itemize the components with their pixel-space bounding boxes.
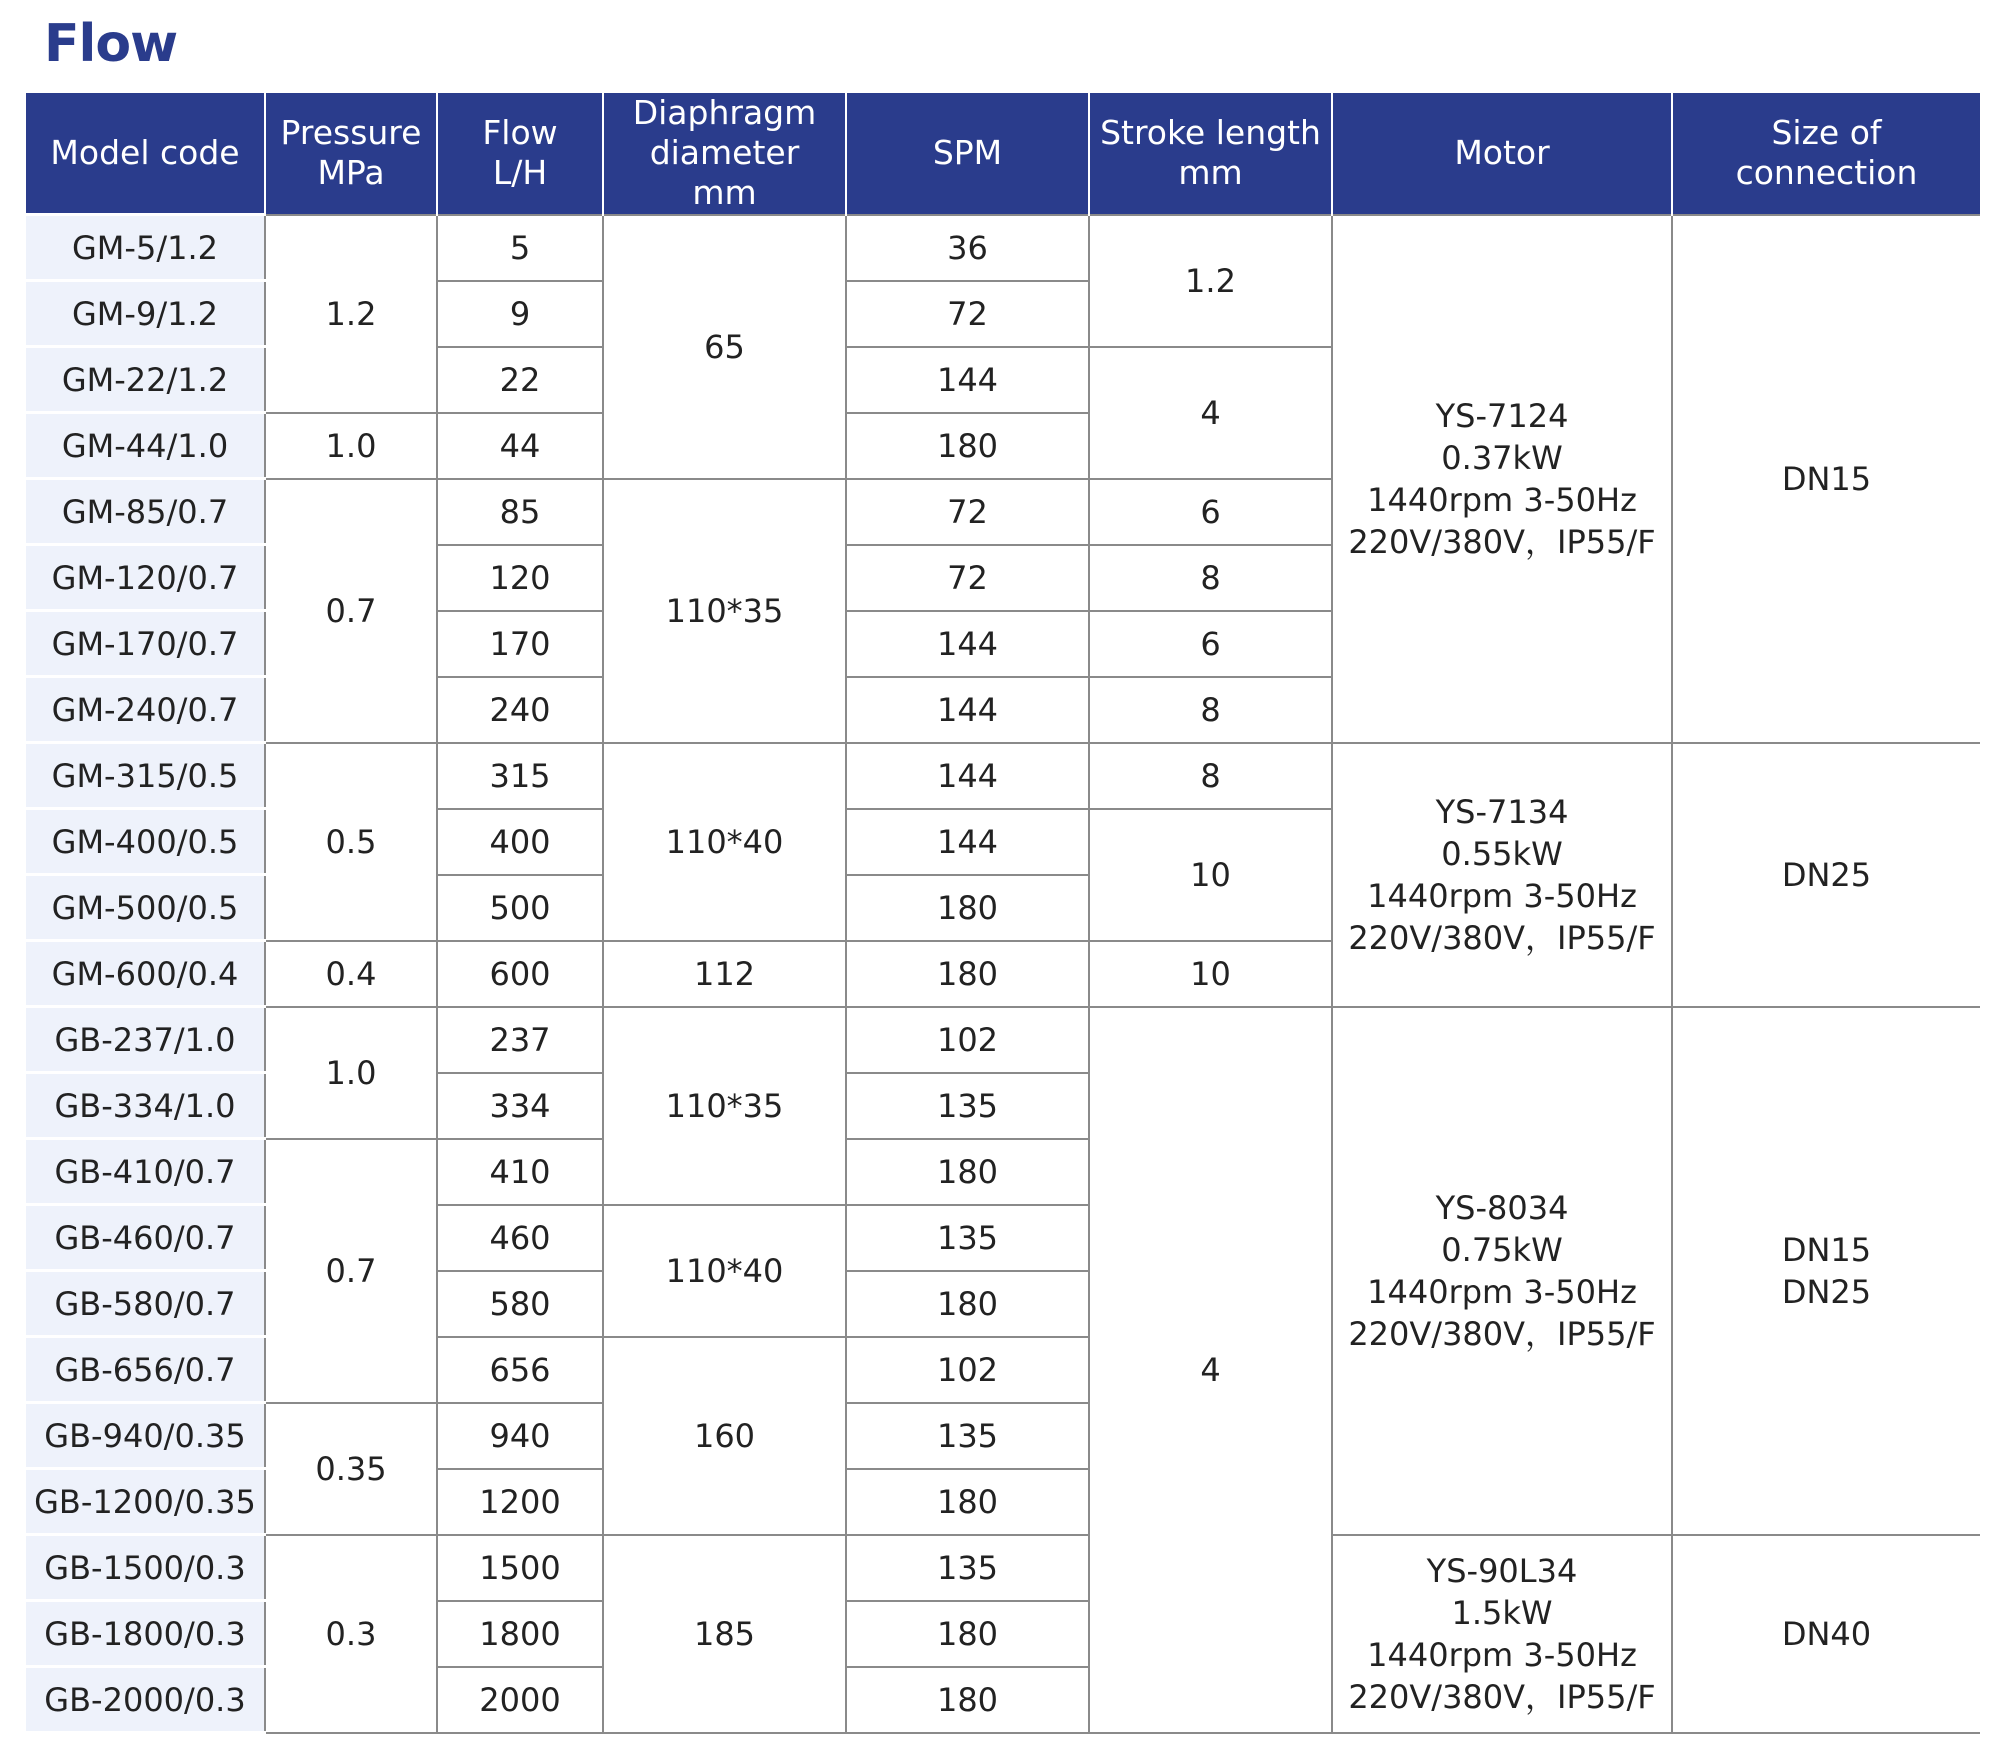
cell-spm: 72: [846, 281, 1089, 347]
cell-line: 110*35: [665, 591, 784, 630]
cell-spm: 180: [846, 1469, 1089, 1535]
cell-spm: 180: [846, 1601, 1089, 1667]
cell-spm: 102: [846, 1007, 1089, 1073]
cell-model: GB-237/1.0: [26, 1007, 265, 1073]
cell-flow: 334: [437, 1073, 603, 1139]
column-header-connection: [1672, 93, 1980, 215]
cell-spm: 102: [846, 1337, 1089, 1403]
cell-motor: [1332, 1007, 1672, 1535]
cell-motor: [1332, 743, 1672, 1007]
cell-model: GM-9/1.2: [26, 281, 265, 347]
cell-line: Size of connection: [1735, 113, 1918, 193]
cell-line: 1440rpm 3-50Hz: [1367, 1635, 1637, 1674]
cell-model: GB-1800/0.3: [26, 1601, 265, 1667]
cell-stroke: [1089, 545, 1332, 611]
cell-line: 6: [1200, 492, 1221, 531]
cell-line: 8: [1200, 558, 1221, 597]
cell-diaphragm: [603, 479, 846, 743]
cell-flow: 940: [437, 1403, 603, 1469]
cell-line: 110*40: [665, 1251, 784, 1290]
cell-stroke: [1089, 347, 1332, 479]
cell-motor: [1332, 215, 1672, 743]
cell-spm: 135: [846, 1403, 1089, 1469]
cell-flow: 315: [437, 743, 603, 809]
cell-line: 0.75kW: [1441, 1230, 1563, 1269]
cell-model: GB-1200/0.35: [26, 1469, 265, 1535]
cell-flow: 2000: [437, 1667, 603, 1733]
cell-line: 8: [1200, 690, 1221, 729]
cell-line: YS-7134: [1435, 792, 1569, 831]
cell-spm: 180: [846, 1667, 1089, 1733]
cell-model: GM-400/0.5: [26, 809, 265, 875]
cell-model: GM-600/0.4: [26, 941, 265, 1007]
cell-line: DN15: [1781, 459, 1872, 498]
cell-flow: 237: [437, 1007, 603, 1073]
cell-connection: [1672, 1535, 1980, 1733]
cell-diaphragm: [603, 215, 846, 479]
cell-diaphragm: [603, 1337, 846, 1535]
cell-spm: 135: [846, 1073, 1089, 1139]
cell-line: SPM: [932, 133, 1003, 173]
cell-line: DN25: [1781, 855, 1872, 894]
cell-line: Pressure: [280, 113, 422, 153]
cell-pressure: [265, 215, 437, 413]
cell-line: mm: [1178, 153, 1243, 193]
cell-model: GB-656/0.7: [26, 1337, 265, 1403]
cell-flow: 5: [437, 215, 603, 281]
cell-model: GM-44/1.0: [26, 413, 265, 479]
cell-model: GB-334/1.0: [26, 1073, 265, 1139]
cell-line: DN25: [1781, 1272, 1872, 1311]
cell-model: GM-5/1.2: [26, 215, 265, 281]
cell-spm: 144: [846, 743, 1089, 809]
cell-flow: 170: [437, 611, 603, 677]
cell-model: GB-410/0.7: [26, 1139, 265, 1205]
cell-pressure: [265, 1139, 437, 1403]
table-row: [26, 743, 1980, 809]
cell-pressure: [265, 1007, 437, 1139]
cell-line: 1440rpm 3-50Hz: [1367, 480, 1637, 519]
cell-line: 110*35: [665, 1086, 784, 1125]
cell-diaphragm: [603, 1205, 846, 1337]
column-header-stroke: [1089, 93, 1332, 215]
cell-spm: 180: [846, 413, 1089, 479]
cell-model: GM-500/0.5: [26, 875, 265, 941]
cell-line: YS-7124: [1435, 396, 1569, 435]
column-header-flow: [437, 93, 603, 215]
cell-stroke: [1089, 611, 1332, 677]
cell-line: 1440rpm 3-50Hz: [1367, 876, 1637, 915]
cell-spm: 144: [846, 347, 1089, 413]
cell-line: MPa: [317, 153, 385, 193]
cell-spm: 144: [846, 677, 1089, 743]
cell-model: GM-240/0.7: [26, 677, 265, 743]
cell-pressure: [265, 479, 437, 743]
cell-spm: 135: [846, 1205, 1089, 1271]
cell-model: GM-85/0.7: [26, 479, 265, 545]
cell-flow: 460: [437, 1205, 603, 1271]
cell-line: 220V/380V，IP55/F: [1348, 1314, 1656, 1353]
cell-flow: 1800: [437, 1601, 603, 1667]
cell-line: 10: [1190, 855, 1231, 894]
cell-pressure: [265, 1403, 437, 1535]
cell-flow: 120: [437, 545, 603, 611]
cell-connection: [1672, 215, 1980, 743]
cell-spm: 135: [846, 1535, 1089, 1601]
cell-line: 4: [1200, 1350, 1221, 1389]
cell-motor: [1332, 1535, 1672, 1733]
cell-line: 1.0: [325, 426, 377, 465]
cell-stroke: [1089, 215, 1332, 347]
cell-line: 1.5kW: [1451, 1593, 1553, 1632]
cell-line: 4: [1200, 393, 1221, 432]
cell-model: GB-2000/0.3: [26, 1667, 265, 1733]
cell-spm: 180: [846, 875, 1089, 941]
column-header-pressure: [265, 93, 437, 215]
cell-diaphragm: [603, 1007, 846, 1205]
cell-model: GB-1500/0.3: [26, 1535, 265, 1601]
cell-line: 220V/380V，IP55/F: [1348, 522, 1656, 561]
cell-line: 10: [1190, 954, 1231, 993]
table-row: [26, 215, 1980, 281]
cell-flow: 44: [437, 413, 603, 479]
cell-connection: [1672, 743, 1980, 1007]
cell-model: GB-940/0.35: [26, 1403, 265, 1469]
cell-model: GB-580/0.7: [26, 1271, 265, 1337]
cell-line: 160: [693, 1416, 756, 1455]
cell-line: DN15: [1781, 1230, 1872, 1269]
cell-spm: 144: [846, 809, 1089, 875]
cell-line: Diaphragm: [632, 93, 817, 133]
cell-flow: 580: [437, 1271, 603, 1337]
cell-line: Motor: [1454, 133, 1550, 173]
cell-line: 112: [693, 954, 756, 993]
cell-stroke: [1089, 479, 1332, 545]
cell-diaphragm: [603, 941, 846, 1007]
cell-spm: 72: [846, 479, 1089, 545]
header-row: [26, 93, 1980, 215]
cell-flow: 1200: [437, 1469, 603, 1535]
table-header: [26, 93, 1980, 215]
cell-stroke: [1089, 809, 1332, 941]
cell-flow: 600: [437, 941, 603, 1007]
cell-line: mm: [692, 173, 757, 213]
cell-line: 6: [1200, 624, 1221, 663]
cell-spm: 180: [846, 1139, 1089, 1205]
cell-stroke: [1089, 941, 1332, 1007]
cell-pressure: [265, 413, 437, 479]
cell-line: 220V/380V，IP55/F: [1348, 1677, 1656, 1716]
cell-line: 1.2: [1185, 261, 1236, 300]
cell-pressure: [265, 743, 437, 941]
cell-line: 8: [1200, 756, 1221, 795]
cell-line: 1.0: [325, 1053, 377, 1092]
cell-line: diameter: [649, 133, 800, 173]
table-row: [26, 1007, 1980, 1073]
cell-line: DN40: [1781, 1614, 1872, 1653]
cell-model: GM-315/0.5: [26, 743, 265, 809]
cell-line: Flow: [482, 113, 558, 153]
table-row: [26, 1535, 1980, 1601]
table-body: [26, 215, 1980, 1733]
cell-pressure: [265, 1535, 437, 1733]
cell-line: 0.37kW: [1441, 438, 1563, 477]
cell-flow: 500: [437, 875, 603, 941]
cell-spm: 72: [846, 545, 1089, 611]
cell-line: 0.3: [325, 1614, 377, 1653]
cell-model: GB-460/0.7: [26, 1205, 265, 1271]
cell-stroke: [1089, 1007, 1332, 1733]
cell-line: 1440rpm 3-50Hz: [1367, 1272, 1637, 1311]
page-title: Flow: [44, 14, 178, 74]
cell-flow: 1500: [437, 1535, 603, 1601]
cell-diaphragm: [603, 1535, 846, 1733]
cell-line: 0.4: [325, 954, 377, 993]
cell-line: 0.7: [325, 591, 377, 630]
column-header-motor: [1332, 93, 1672, 215]
cell-spm: 180: [846, 941, 1089, 1007]
column-header-diaphragm: [603, 93, 846, 215]
cell-diaphragm: [603, 743, 846, 941]
cell-flow: 85: [437, 479, 603, 545]
cell-line: 65: [704, 327, 745, 366]
cell-stroke: [1089, 743, 1332, 809]
cell-line: Model code: [50, 133, 240, 172]
cell-pressure: [265, 941, 437, 1007]
cell-model: GM-170/0.7: [26, 611, 265, 677]
cell-flow: 656: [437, 1337, 603, 1403]
cell-flow: 240: [437, 677, 603, 743]
cell-spm: 144: [846, 611, 1089, 677]
cell-stroke: [1089, 677, 1332, 743]
cell-line: YS-8034: [1435, 1188, 1569, 1227]
column-header-spm: [846, 93, 1089, 215]
cell-line: 185: [693, 1614, 756, 1653]
cell-connection: [1672, 1007, 1980, 1535]
cell-line: 0.35: [315, 1449, 387, 1488]
cell-flow: 9: [437, 281, 603, 347]
cell-spm: 36: [846, 215, 1089, 281]
cell-line: L/H: [492, 153, 548, 193]
cell-line: 110*40: [665, 822, 784, 861]
cell-spm: 180: [846, 1271, 1089, 1337]
cell-line: 220V/380V，IP55/F: [1348, 918, 1656, 957]
cell-line: YS-90L34: [1426, 1551, 1578, 1590]
cell-line: 1.2: [325, 294, 377, 333]
cell-line: Stroke length: [1100, 113, 1321, 153]
spec-table: [26, 93, 1980, 1734]
cell-flow: 400: [437, 809, 603, 875]
cell-line: 0.55kW: [1441, 834, 1563, 873]
cell-line: 0.5: [325, 822, 377, 861]
cell-model: GM-22/1.2: [26, 347, 265, 413]
cell-line: 0.7: [325, 1251, 377, 1290]
cell-flow: 410: [437, 1139, 603, 1205]
cell-model: GM-120/0.7: [26, 545, 265, 611]
cell-flow: 22: [437, 347, 603, 413]
column-header-model: [26, 93, 265, 215]
